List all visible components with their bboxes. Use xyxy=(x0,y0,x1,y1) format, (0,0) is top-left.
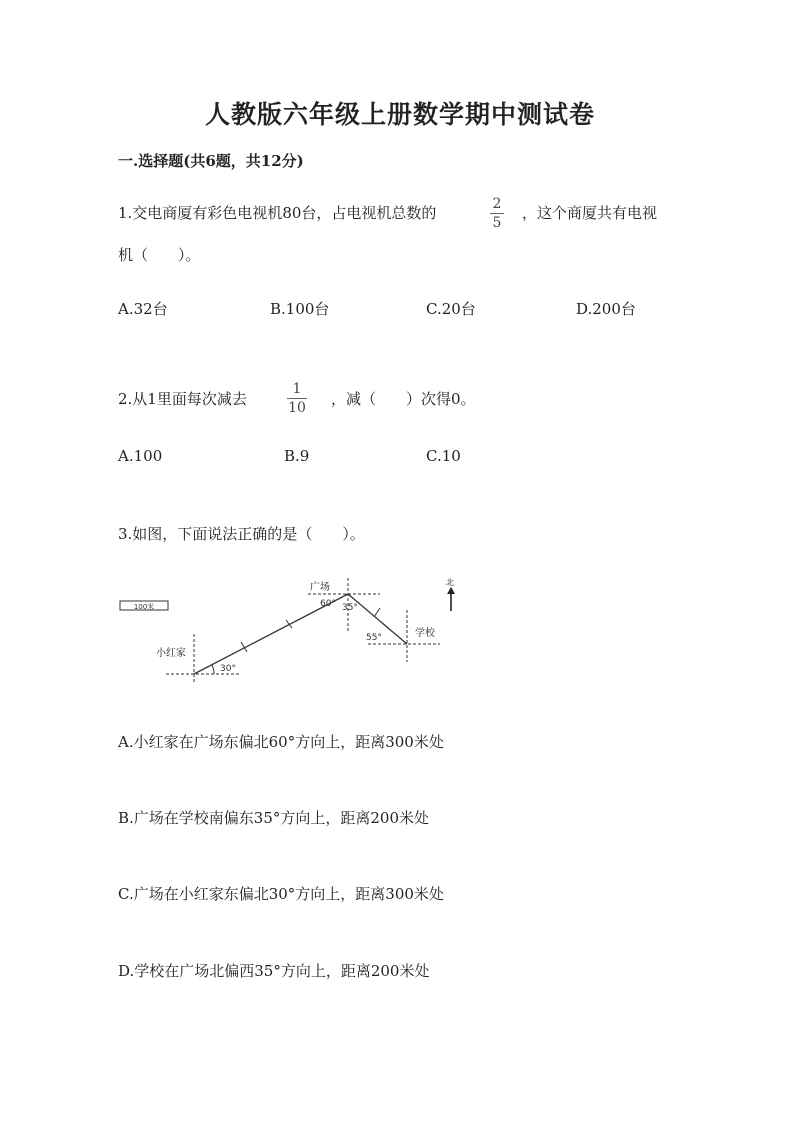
page-title: 人教版六年级上册数学期中测试卷 xyxy=(204,100,595,129)
q1-fraction-numerator: 2 xyxy=(492,196,502,212)
q2-fraction-denominator: 10 xyxy=(288,400,306,416)
scale-label: 100米 xyxy=(133,603,155,611)
q2-fraction xyxy=(287,381,307,416)
q3-option-a[interactable]: A.小红家在广场东偏北60°方向上，距离300米处 xyxy=(118,733,444,751)
north-arrow-head-icon xyxy=(447,587,455,594)
q1-text-line2: 机（ ）。 xyxy=(118,246,201,264)
q1-fraction xyxy=(490,196,504,231)
q3-option-c[interactable]: C.广场在小红家东偏北30°方向上，距离300米处 xyxy=(118,885,444,903)
plaza-angle-35-label: 35° xyxy=(342,603,358,613)
school-label: 学校 xyxy=(415,628,435,639)
section-heading: 一.选择题(共6题，共12分) xyxy=(118,152,304,170)
q2-text-after: ，减（ ）次得0。 xyxy=(331,390,476,408)
q2-option-c[interactable]: C.10 xyxy=(426,447,461,465)
q1-text-before: 1.交电商厦有彩色电视机80台，占电视机总数的 xyxy=(118,204,437,222)
q2-text-before: 2.从1里面每次减去 xyxy=(118,390,247,408)
home-angle-label: 30° xyxy=(220,664,236,674)
plaza-label: 广场 xyxy=(310,582,330,593)
plaza-angle-60-label: 60° xyxy=(320,599,336,609)
q3-option-d[interactable]: D.学校在广场北偏西35°方向上，距离200米处 xyxy=(118,962,430,980)
direction-map-figure xyxy=(110,570,470,690)
q1-option-c[interactable]: C.20台 xyxy=(426,300,476,318)
q2-option-b[interactable]: B.9 xyxy=(284,447,310,465)
school-angle-label: 55° xyxy=(366,633,382,643)
home-angle-arc xyxy=(212,665,214,674)
home-label: 小红家 xyxy=(156,648,186,659)
q3-option-b[interactable]: B.广场在学校南偏东35°方向上，距离200米处 xyxy=(118,809,430,827)
q2-option-a[interactable]: A.100 xyxy=(118,447,163,465)
q1-option-a[interactable]: A.32台 xyxy=(118,300,168,318)
q1-text-after: ，这个商厦共有电视 xyxy=(522,204,658,222)
route-tick xyxy=(374,608,380,617)
q1-fraction-denominator: 5 xyxy=(492,215,502,231)
q1-option-b[interactable]: B.100台 xyxy=(270,300,330,318)
q2-fraction-numerator: 1 xyxy=(292,381,302,397)
q3-text: 3.如图，下面说法正确的是（ ）。 xyxy=(118,525,365,543)
q1-option-d[interactable]: D.200台 xyxy=(576,300,636,318)
north-label: 北 xyxy=(446,578,454,587)
